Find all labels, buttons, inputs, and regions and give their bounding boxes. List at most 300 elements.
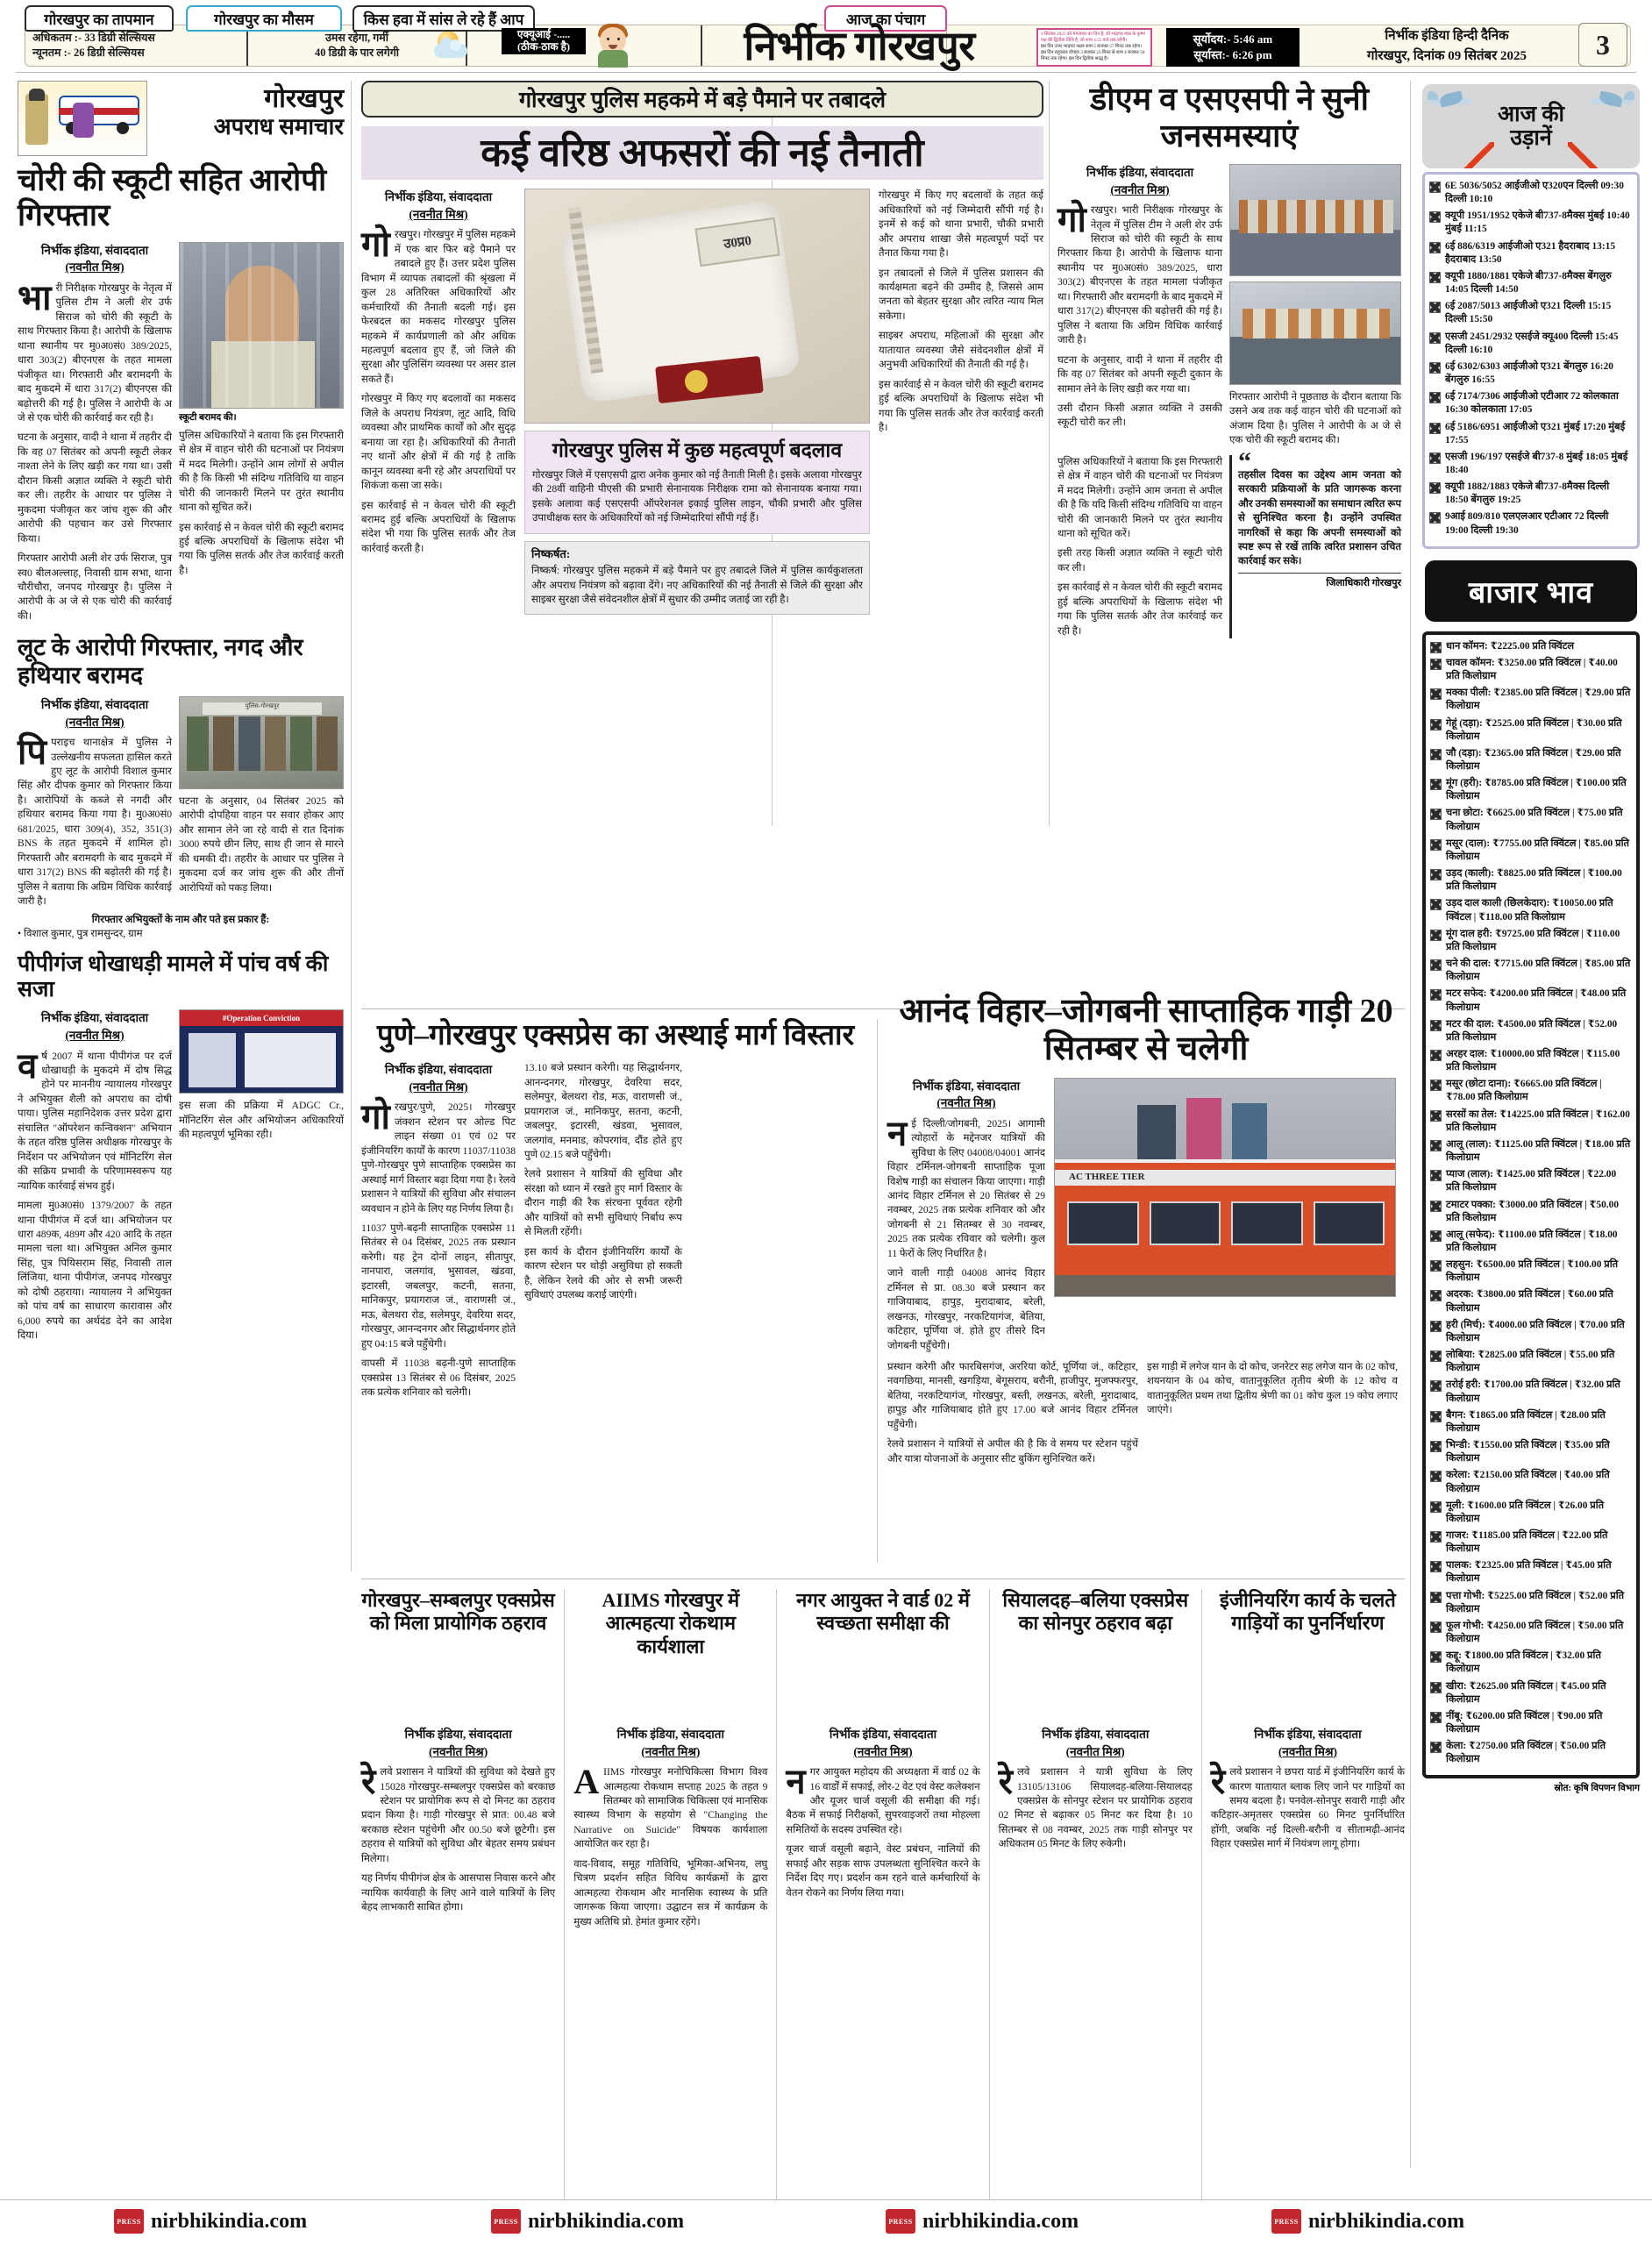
bazaar-title: बाजार भाव <box>1428 564 1634 618</box>
aqi-status: (ठीक-ठाक है) <box>517 40 570 53</box>
press-badge-icon-3: PRESS <box>1271 2209 1301 2234</box>
pune-c2-p1: 13.10 बजे प्रस्थान करेगी। यह सिद्धार्थनगर, आनन्दनगर, गोरखपुर, देवरिया सदर, सलेमपुर, बेलथरा रोड, मऊ, वाराणसी जं., प्रयागराज जं., मानिकपुर, सतना, कटनी, जबलपुर, इटारसी, खंडवा, भुसावल, जलगांव, मनमाड, कोपरगांव, दौंड होते हुए पुणे 02.15 बजे पहुँचेगी। <box>524 1062 682 1160</box>
right-p5: पुलिस अधिकारियों ने बताया कि इस गिरफ्तारी से क्षेत्र में वाहन चोरी की घटनाओं पर नियंत्रण में मदद मिलेगी। उन्होंने आम जनता से अपील की है कि यदि किसी संदिग्ध गतिविधि या वाहन चोरी की जानकारी मिलने पर तुरंत स्थानीय थाना को सूचित करें। <box>1057 455 1222 540</box>
bottom-0-headline: गोरखपुर–सम्बलपुर एक्सप्रेस को मिला प्रायोगिक ठहराव <box>361 1589 555 1635</box>
anand-c2-p2: इस गाड़ी में लगेज यान के दो कोच, जनरेटर सह लगेज यान के 02 कोच, शयनयान के 04 कोच, वातानुकूलित तृतीय श्रेणी के 12 कोच व वातानुकूलित प्रथम तथा द्वितीय श्रेणी का 01 कोच कुल 19 कोच लगाए जाएंगे। <box>1147 1361 1398 1416</box>
center-rp2: इन तबादलों से जिले में पुलिस प्रशासन की कार्यक्षमता बढ़ने की उम्मीद है, जिससे आम जनता को बेहतर सुरक्षा और त्वरित न्याय मिल सकेगा। <box>879 267 1043 322</box>
bazaar-item-text: फूल गोभी: ₹4250.00 प्रति क्विंटल | ₹50.00 प्रति किलोग्राम <box>1446 1620 1624 1645</box>
bottom-4-headline: इंजीनियरिंग कार्य के चलते गाड़ियों का पुनर्निर्धारण <box>1220 1589 1396 1635</box>
bazaar-item-text: मसूर (दाल): ₹7755.00 प्रति क्विंटल | ₹85.00 प्रति किलोग्राम <box>1446 837 1630 862</box>
bazaar-item-text: उड़द (काली): ₹8825.00 प्रति क्विंटल | ₹100.00 प्रति किलोग्राम <box>1446 868 1622 893</box>
pune-c1-p3: वापसी में 11038 बढ़नी-पुणे साप्ताहिक एक्सप्रेस 13 सितंबर से 06 दिसंबर, 2025 तक प्रत्येक शनिवार को चलेगी। <box>361 1358 516 1398</box>
right-rail <box>1422 84 1640 1794</box>
anand-byline2: (नवनीत मिश्र) <box>936 1096 996 1110</box>
anand-c1-p2: जाने वाली गाड़ी 04008 आनंद विहार टर्मिनल से प्रा. 08.30 बजे प्रस्थान कर गाजियाबाद, हापुड़, मुरादाबाद, बरेली, लखनऊ, गोरखपुर, नरकटियागंज, बेतिया, कटिहार, पूर्णिया जं. होते हुए तीसरे दिन जोगबनी पहुँचेगी। <box>887 1267 1045 1351</box>
center-p1: गोरखपुर। गोरखपुर में पुलिस महकमे में एक बार फिर बड़े पैमाने पर तबादले हुए हैं। उत्तर प्रदेश पुलिस विभाग में व्यापक तबादलों की श्रृंखला में कुल 28 अतिरिक्त अधिकारियों और कर्मचारियों की तैनाती बदली गई। इस फेरबदल का मकसद गोरखपुर पुलिस महकमे में कार्यप्रणाली को और अधिक महत्वपूर्ण बदलाव हुए हैं, जो जिले की सुरक्षा और पुलिसिंग व्यवस्था पर असर डाल सकते हैं। <box>361 224 516 385</box>
right-tail1: इसी तरह किसी अज्ञात व्यक्ति ने स्कूटी चोरी कर ली। <box>1057 547 1222 574</box>
flight-item-row <box>1429 510 1633 537</box>
right-column <box>1057 81 1401 638</box>
bazaar-item-text: धान कॉमन: ₹2225.00 प्रति क्विंटल <box>1446 640 1575 652</box>
left-story3-byline1: निर्भीक इंडिया, संवाददाता <box>40 1011 149 1025</box>
center-column <box>361 81 1043 615</box>
footer-site-1[interactable]: nirbhikindia.com <box>528 2209 685 2233</box>
list-bullet-icon <box>1430 1531 1442 1543</box>
panchang-text-2: इस दिन उत्तर भाद्रपद नक्षत्र शाम 5 बजकर 57 मिनट तक रहेगा। इस दिन राहुकाल दोपहर 3 बजकर 23 मिनट से शाम 4 बजकर 56 मिनट तक रहेगा। इस दिन द्वितीया श्राद्ध है। <box>1041 44 1145 62</box>
bottom-story-0 <box>361 1589 555 2203</box>
left-story3-p1: वर्ष 2007 में थाना पीपीगंज पर दर्ज धोखाधड़ी के मुकदमे में दोष सिद्ध होने पर माननीय न्यायालय गोरखपुर ने अभियुक्त शैली को अपराध का दोषी पाया। पुलिस महानिदेशक उत्तर प्रदेश द्वारा संचालित "ऑपरेशन कन्विक्शन" अभियान के तहत वरिष्ठ पुलिस अधीक्षक गोरखपुर के निर्देशन पर अभियोजन एवं मॉनिटरिंग सेल की सक्रिय प्रभावी के परिणामस्वरूप यह न्यायिक कार्रवाई संभव हुई। <box>18 1045 172 1192</box>
footer-site-0[interactable]: nirbhikindia.com <box>151 2209 308 2233</box>
bazaar-item-row <box>1430 717 1632 744</box>
bazaar-item-row <box>1430 1710 1632 1736</box>
list-bullet-icon <box>1430 809 1442 820</box>
left-column <box>18 81 344 1343</box>
bazaar-item-row <box>1430 1650 1632 1676</box>
bazaar-item-row <box>1430 1018 1632 1044</box>
bazaar-item-row <box>1430 807 1632 833</box>
left-story2-photo: पुलिस-गोरखपुर <box>179 696 344 789</box>
flight-item-text: 6ई 886/6319 आईजीओ ए321 हैदराबाद 13:15 हैदराबाद 13:50 <box>1445 240 1616 265</box>
temp-min: न्यूनतम :- 26 डिग्री सेल्सियस <box>32 46 145 59</box>
center-rp3: साइबर अपराध, महिलाओं की सुरक्षा और यातायात व्यवस्था जैसे संवेदनशील क्षेत्रों में अनुभवी अधिकारियों की तैनाती की गई है। <box>879 330 1043 371</box>
crime-section-line2: अपराध समाचार <box>213 113 344 139</box>
bazaar-item-row <box>1430 1529 1632 1556</box>
bazaar-item-text: आलू (सफेद): ₹1100.00 प्रति क्विंटल | ₹18.00 प्रति किलोग्राम <box>1446 1229 1618 1253</box>
list-bullet-icon <box>1429 242 1441 253</box>
flight-item-text: एसजी 2451/2932 एसईजे क्यू400 दिल्ली 15:45 दिल्ली 16:10 <box>1445 331 1619 355</box>
center-kicker: गोरखपुर पुलिस महकमे में बड़े पैमाने पर तबादले <box>361 81 1043 118</box>
pune-byline1: निर्भीक इंडिया, संवाददाता <box>384 1063 493 1077</box>
footer-item-0[interactable] <box>114 2209 307 2234</box>
bazaar-item-text: पालक: ₹2325.00 प्रति क्विंटल | ₹45.00 प्रति किलोग्राम <box>1446 1560 1612 1585</box>
flight-item-row <box>1429 390 1633 417</box>
center-box2-text: निष्कर्ष: गोरखपुर पुलिस महकमे में बड़े पैमाने पर हुए तबादले जिले में पुलिस कार्यकुशलता और अपराध नियंत्रण को बढ़ावा देंगे। नए अधिकारियों की नई तैनाती से जिले की सुरक्षा और साइबर सुरक्षा जैसे संवेदनशील क्षेत्रों में सुधार की उम्मीद जताई जा रही है। <box>531 565 863 606</box>
bazaar-item-row <box>1430 1138 1632 1165</box>
bazaar-item-row <box>1430 1229 1632 1255</box>
bottom-3-byline1: निर्भीक इंडिया, संवाददाता <box>1042 1728 1150 1741</box>
bottom-1-p1: AIIMS गोरखपुर मनोचिकित्सा विभाग विश्व आत्महत्या रोकथाम सप्ताह 2025 के तहत 9 सितम्बर को सामाजिक चिकित्सा एवं मानसिक स्वास्थ्य विभाग के सहयोग से "Changing the Narrative on Suicide" विषयक कार्यशाला आयोजित कर रहा है। <box>573 1762 768 1850</box>
bazaar-item-row <box>1430 1559 1632 1586</box>
list-bullet-icon <box>1429 512 1441 524</box>
bazaar-item-row <box>1430 1500 1632 1526</box>
right-quote: तहसील दिवस का उद्देश्य आम जनता को सरकारी प्रक्रियाओं के प्रति जागरूक करना और उनकी समस्याओं का समाधान त्वरित रूप से सुनिश्चित करना है। उन्होंने उपस्थित नागरिकों से कहा कि अपनी समस्याओं को स्पष्ट रूप से रखें ताकि त्वरित प्रशासन उचित कार्रवाई कर सके। <box>1238 468 1401 567</box>
flight-item-row <box>1429 421 1633 447</box>
bottom-story-4 <box>1211 1589 1405 2203</box>
left-story2-accused-head: गिरफ्तार अभियुक्तों के नाम और पते इस प्रकार हैं: <box>91 913 270 925</box>
left-story2-headline: लूट के आरोपी गिरफ्तार, नगद और हथियार बरामद <box>18 634 303 688</box>
bazaar-item-text: मटर सफेद: ₹4200.00 प्रति क्विंटल | ₹48.00 प्रति किलोग्राम <box>1446 988 1627 1013</box>
pune-byline2: (नवनीत मिश्र) <box>409 1080 468 1094</box>
bazaar-item-text: चने की दाल: ₹7715.00 प्रति क्विंटल | ₹85.00 प्रति किलोग्राम <box>1446 959 1631 983</box>
bazaar-item-row <box>1430 1199 1632 1225</box>
right-p1: गोरखपुर। भारी निरीक्षक गोरखपुर के नेतृत्व में पुलिस टीम ने अली शेर उर्फ सिराज को चोरी की स्कूटी के साथ गिरफ्तार किया है। आरोपी के खिलाफ थाना स्थानीय पर मु0अ0सं0 389/2025, धारा 303(2) बीएनएस के तहत मामला पंजीकृत था। गिरफ्तारी और बरामदगी के बाद मुकदमे में धारा 317(2) बीएनएस की बढ़ोत्तरी की गई है। पुलिस ने बताया कि अग्रिम विधिक कार्रवाई जारी है। <box>1057 200 1222 346</box>
bazaar-item-text: लोबिया: ₹2825.00 प्रति क्विंटल | ₹55.00 प्रति किलोग्राम <box>1446 1350 1615 1374</box>
bazaar-item-text: जौ (दड़ा): ₹2365.00 प्रति क्विंटल | ₹29.00 प्रति किलोग्राम <box>1446 747 1621 772</box>
left-story2-p2: घटना के अनुसार, 04 सितंबर 2025 को आरोपी दोपहिया वाहन पर सवार होकर आए और सामान लेने जा रहे वादी से रात दिनांक 3000 रुपये छीन लिए, साथ ही जान से मारने की धमकी दी। तहरीर के आधार पर पुलिस ने मुकदमा दर्ज कर जांच शुरू की और तीनों आरोपियों को पकड़ लिया। <box>179 795 344 894</box>
tab-panchang[interactable]: आज का पंचाग <box>824 5 947 32</box>
bazaar-item-text: अरहर दाल: ₹10000.00 प्रति क्विंटल | ₹115.00 प्रति किलोग्राम <box>1446 1048 1620 1073</box>
left-story1-p4: गिरफ्तार आरोपी अली शेर उर्फ सिराज, पुत्र स्व0 बीलअल्लाह, निवासी ग्राम सभा, थाना चौरीचौरा, जनपद गोरखपुर है। पुलिस ने आरोपी के अ जे से एक चोरी की कार्रवाई की। <box>18 552 172 622</box>
bottom-2-p2: यूजर चार्ज वसूली बढ़ाने, वेस्ट प्रबंधन, नालियों की सफाई और सड़क साफ उपलब्धता सुनिश्चित करने के निर्देश दिए गए। प्रदर्शन कम रहने वाले कर्मचारियों के वेतन रोकने का निर्णय लिया गया। <box>786 1843 980 1899</box>
bazaar-item-text: गेहूं (दड़ा): ₹2525.00 प्रति क्विंटल | ₹30.00 प्रति किलोग्राम <box>1446 717 1622 742</box>
right-p4: गिरफ्तार आरोपी ने पूछताछ के दौरान बताया कि उसने अब तक कई वाहन चोरी की घटनाओं को अंजाम दिया है। पुलिस ने आरोपी के अ जे से एक चोरी की स्कूटी बरामद की। <box>1229 390 1401 446</box>
bottom-0-p1: रेलवे प्रशासन ने यात्रियों की सुविधा को देखते हुए 15028 गोरखपुर-सम्बलपुर एक्सप्रेस को बरकाछ स्टेशन पर प्रायोगिक रूप से दो मिनट का ठहराव प्रदान किया है। गाड़ी गोरखपुर से प्रात: 00.48 बजे बरकाछ स्टेशन पहुंचेगी और 00.50 बजे छूटेगी। इस ठहराव से यात्रियों को सुविधा और बेहतर समय प्रबंधन मिलेगा। <box>361 1762 556 1864</box>
tab-weather[interactable]: गोरखपुर का मौसम <box>186 5 342 32</box>
footer-item-3[interactable] <box>1271 2209 1464 2234</box>
list-bullet-icon <box>1430 839 1442 851</box>
bazaar-item-text: मसूर (छोटा दाना): ₹6665.00 प्रति क्विंटल | ₹78.00 प्रति किलोग्राम <box>1446 1079 1602 1103</box>
bottom-stories-row <box>361 1589 1405 2203</box>
bazaar-item-text: नींबू: ₹6200.00 प्रति क्विंटल | ₹90.00 प्रति किलोग्राम <box>1446 1710 1603 1735</box>
list-bullet-icon <box>1430 1290 1442 1301</box>
list-bullet-icon <box>1430 1260 1442 1272</box>
bazaar-item-text: उड़द दाल काली (छिलकेदार): ₹10050.00 प्रति क्विंटल | ₹118.00 प्रति किलोग्राम <box>1446 898 1613 923</box>
bazaar-item-text: केला: ₹2750.00 प्रति क्विंटल | ₹50.00 प्रति किलोग्राम <box>1446 1741 1606 1765</box>
masthead-strip <box>0 0 1652 68</box>
list-bullet-icon <box>1430 642 1442 653</box>
bazaar-item-row <box>1430 1258 1632 1285</box>
bazaar-item-row <box>1430 1409 1632 1436</box>
bazaar-item-row <box>1430 987 1632 1014</box>
bazaar-item-text: लहसुन: ₹6500.00 प्रति क्विंटल | ₹100.00 प्रति किलोग्राम <box>1446 1259 1619 1284</box>
bazaar-item-row <box>1430 1078 1632 1104</box>
list-bullet-icon <box>1430 1712 1442 1723</box>
left-story1-p3: पुलिस अधिकारियों ने बताया कि इस गिरफ्तारी से क्षेत्र में वाहन चोरी की घटनाओं पर नियंत्रण में मदद मिलेगी। उन्होंने आम लोगों से अपील की है कि किसी भी संदिग्ध गतिविधि या वाहन चोरी की जानकारी मिलने पर तुरंत स्थानीय थाना को सूचित करें। <box>179 429 344 514</box>
list-bullet-icon <box>1430 1501 1442 1513</box>
list-bullet-icon <box>1430 1651 1442 1663</box>
list-bullet-icon <box>1429 392 1441 403</box>
bazaar-item-row <box>1430 747 1632 773</box>
flight-item-text: एसजी 196/197 एसईजे बी737-8 मुंबई 18:05 मुंबई 18:40 <box>1445 451 1628 475</box>
panchang-text-1: 9 सितंबर 2025 को मंगलवार का दिन है, जो भाद्रपद मास के कृष्ण पक्ष की द्वितीया तिथि है, जो शाम 4:25 बजे तक रहेगी। <box>1041 32 1145 44</box>
bottom-1-byline2: (नवनीत मिश्र) <box>641 1744 701 1758</box>
bazaar-item-text: मटर की दाल: ₹4500.00 प्रति क्विंटल | ₹52.00 प्रति किलोग्राम <box>1446 1018 1618 1043</box>
flight-item-row <box>1429 210 1633 236</box>
bazaar-item-row <box>1430 1740 1632 1766</box>
left-story1-byline2: (नवनीत मिश्र) <box>65 260 125 274</box>
list-bullet-icon <box>1429 453 1441 464</box>
left-story2-accused: • विशाल कुमार, पुत्र रामसुन्दर, ग्राम <box>18 927 143 939</box>
bottom-0-byline1: निर्भीक इंडिया, संवाददाता <box>404 1728 512 1741</box>
bazaar-item-row <box>1430 1349 1632 1375</box>
list-bullet-icon <box>1430 1380 1442 1392</box>
bazaar-header-wrap <box>1422 558 1640 624</box>
anand-c1-p1: नई दिल्ली/जोगबनी, 2025। आगामी त्योहारों के मद्देनजर यात्रियों की सुविधा के लिए 04008/04001 आनंद विहार टर्मिनल-जोगबनी साप्ताहिक पूजा विशेष गाड़ी का संचालन किया जाएगा। गाड़ी आनंद विहार टर्मिनल से 20 सितंबर से 29 नवम्बर, 2025 तक प्रत्येक शनिवार को और जोगबनी से 21 सितम्बर से 30 नवम्बर, 2025 तक प्रत्येक रविवार को चलेगी। कुल 11 फेरों के लिए निर्धारित है। <box>887 1113 1045 1259</box>
list-bullet-icon <box>1430 869 1442 880</box>
sunset-time: सूर्यास्त:- 6:26 pm <box>1193 48 1272 61</box>
bazaar-item-row <box>1430 1620 1632 1646</box>
bazaar-item-text: करेला: ₹2150.00 प्रति क्विंटल | ₹40.00 प्रति किलोग्राम <box>1446 1470 1610 1494</box>
flight-item-row <box>1429 331 1633 357</box>
list-bullet-icon <box>1430 749 1442 760</box>
flight-item-text: 6E 5036/5052 आईजीओ ए320एन दिल्ली 09:30 दिल्ली 10:10 <box>1445 181 1624 205</box>
flight-item-text: 6ई 5186/6951 आईजीओ ए321 मुंबई 17:20 मुंबई 17:55 <box>1445 421 1626 445</box>
list-bullet-icon <box>1430 1471 1442 1482</box>
center-box1-text: गोरखपुर जिले में एसएसपी द्वारा अनेक कुमार को नई तैनाती मिली है। इसके अलावा गोरखपुर की 28वीं वाहिनी पीएसी की प्रभारी सेनानायक निरीक्षक रामा को सेनानायक बनाया गया। इसके अलावा कई एसएसपी ऑपरेशनल इकाई पुलिस लाइन, चौकी प्रभारी और पुलिस उपाधीक्षक स्तर के अधिकारियों को नई जिम्मेदारियां सौंपी गई हैं। <box>532 468 862 524</box>
bazaar-item-row <box>1430 897 1632 923</box>
bazaar-item-text: चना छोटा: ₹6625.00 प्रति क्विंटल | ₹75.00 प्रति किलोग्राम <box>1446 808 1623 832</box>
right-byline2: (नवनीत मिश्र) <box>1110 182 1170 196</box>
flight-item-row <box>1429 300 1633 326</box>
press-badge-icon-0: PRESS <box>114 2209 144 2234</box>
bazaar-item-text: खीरा: ₹2625.00 प्रति क्विंटल | ₹45.00 प्रति किलोग्राम <box>1446 1680 1606 1705</box>
flights-title-2: उड़ानें <box>1510 126 1552 150</box>
center-box2 <box>524 541 870 615</box>
aqi-badge <box>502 28 586 54</box>
flight-item-row <box>1429 481 1633 507</box>
bazaar-list <box>1422 631 1640 1779</box>
bazaar-item-text: टमाटर पक्का: ₹3000.00 प्रति क्विंटल | ₹50.00 प्रति किलोग्राम <box>1446 1199 1620 1223</box>
bottom-4-p1: रेलवे प्रशासन ने छपरा यार्ड में इंजीनियरिंग कार्य के कारण यातायात ब्लाक लिए जाने पर गाड़ियों का समय बदला है। पनवेल-सोनपुर सवारी गाड़ी और कटिहार-अमृतसर एक्सप्रेस 60 मिनट पुनर्निर्धारित होंगी, जबकि नई दिल्ली-बरौनी व सीतामढ़ी-आनंद विहार एक्सप्रेस मार्ग में नियंत्रण लागू होगा। <box>1210 1762 1406 1850</box>
bottom-0-byline2: (नवनीत मिश्र) <box>429 1744 488 1758</box>
footer-site-2[interactable]: nirbhikindia.com <box>922 2209 1079 2233</box>
flight-item-text: 6ई 2087/5013 आईजीओ ए321 दिल्ली 15:15 दिल्ली 15:50 <box>1445 301 1612 325</box>
list-bullet-icon <box>1430 1592 1442 1603</box>
list-bullet-icon <box>1430 1140 1442 1151</box>
center-rp4: इस कार्रवाई से न केवल चोरी की स्कूटी बरामद हुई बल्कि अपराधियों के खिलाफ संदेश भी गया कि पुलिस सतर्क और तेज कार्रवाई करती है। <box>879 378 1043 434</box>
left-story1-byline1: निर्भीक इंडिया, संवाददाता <box>40 243 149 257</box>
sun-cloud-icon <box>434 29 469 64</box>
list-bullet-icon <box>1429 302 1441 313</box>
weather-line2: 40 डिग्री के पार लगेगी <box>314 46 400 59</box>
bottom-story-1 <box>573 1589 767 2203</box>
left-story1-photo <box>179 242 344 409</box>
flight-item-row <box>1429 180 1633 206</box>
list-bullet-icon <box>1429 482 1441 494</box>
bazaar-item-text: मूली: ₹1600.00 प्रति क्विंटल | ₹26.00 प्रति किलोग्राम <box>1446 1500 1605 1524</box>
left-story3-byline2: (नवनीत मिश्र) <box>65 1028 125 1042</box>
person-face-icon <box>593 24 635 68</box>
list-bullet-icon <box>1430 1351 1442 1362</box>
bazaar-item-row <box>1430 1108 1632 1135</box>
bazaar-item-row <box>1430 928 1632 954</box>
pune-c1-p2: 11037 पुणे-बढ़नी साप्ताहिक एक्सप्रेस 11 सितंबर से 04 दिसंबर, 2025 तक प्रस्थान करेगी। यह ट्रेन दोनों लाइन, सीतापुर, नानपारा, जलगांव, भुसावल, खंडवा, इटारसी, जबलपुर, कटनी, सतना, मानिकपुर, प्रयागराज जं., वाराणसी जं., मऊ, बेलथरा रोड, सलेमपुर, देवरिया सदर, गोरखपुर, आनन्दनगर और सिद्धार्थनगर होते हुए 04:15 बजे पहुँचेगी। <box>361 1222 516 1350</box>
right-headline: डीएम व एसएसपी ने सुनी जनसमस्याएं <box>1090 82 1369 154</box>
bazaar-item-row <box>1430 837 1632 864</box>
bazaar-item-row <box>1430 657 1632 683</box>
tab-temperature[interactable]: गोरखपुर का तापमान <box>25 5 174 32</box>
bazaar-item-text: अदरक: ₹3800.00 प्रति क्विंटल | ₹60.00 प्रति किलोग्राम <box>1446 1289 1613 1314</box>
list-bullet-icon <box>1430 1411 1442 1422</box>
list-bullet-icon <box>1430 899 1442 910</box>
bazaar-item-text: भिन्डी: ₹1550.00 प्रति क्विंटल | ₹35.00 प्रति किलोग्राम <box>1446 1440 1610 1465</box>
crime-illustration <box>18 81 147 156</box>
bazaar-item-row <box>1430 1379 1632 1405</box>
bazaar-item-row <box>1430 1048 1632 1074</box>
pune-c2-p3: इस कार्य के दौरान इंजीनियरिंग कार्यों के कारण स्टेशन पर थोड़ी असुविधा हो सकती है, लेकिन रेलवे की ओर से सभी जरूरी सुविधाएं उपलब्ध कराई जाएंगी। <box>524 1245 682 1301</box>
center-box1-title: गोरखपुर पुलिस में कुछ महत्वपूर्ण बदलाव <box>552 439 843 462</box>
list-bullet-icon <box>1430 1201 1442 1212</box>
quote-mark-icon: “ <box>1238 446 1251 476</box>
anand-photo-train: AC THREE TIER <box>1054 1078 1396 1297</box>
anand-headline: आनंद विहार–जोगबनी साप्ताहिक गाड़ी 20 सितम्बर से चलेगी <box>899 993 1393 1068</box>
list-bullet-icon <box>1430 1441 1442 1452</box>
list-bullet-icon <box>1429 362 1441 374</box>
bottom-2-byline1: निर्भीक इंडिया, संवाददाता <box>829 1728 937 1741</box>
bazaar-item-text: आलू (लाल): ₹1125.00 प्रति क्विंटल | ₹18.00 प्रति किलोग्राम <box>1446 1138 1631 1164</box>
footer-item-2[interactable] <box>886 2209 1079 2234</box>
bottom-1-p2: वाद-विवाद, समूह गतिविधि, भूमिका-अभिनय, लघु चित्रण प्रदर्शन सहित विविध कार्यक्रमों के द्वारा आत्महत्या रोकथाम और मानसिक स्वास्थ्य के प्रति जागरूक किया जाएगा। उद्घाटन सत्र में कार्यक्रम के मुख्य अतिथि प्रो. हेमांत कुमार रहेंगे। <box>573 1857 768 1928</box>
pune-c1-p1: गोरखपुर/पुणे, 2025। गोरखपुर जंक्शन स्टेशन पर ओल्ड पिट लाइन संख्या 01 एवं 02 पर इंजीनियरिंग कार्यों के कारण 11037/11038 पुणे-गोरखपुर पुणे साप्ताहिक एक्सप्रेस का अस्थाई मार्ग विस्तार बढ़ा दिया गया है। रेलवे प्रशासन ने यात्रियों की सुविधा और संचालन व्यवधान न होने के लिए यह निर्णय लिया है। <box>361 1097 516 1215</box>
brand-line <box>1315 26 1578 66</box>
footer-item-1[interactable] <box>491 2209 684 2234</box>
aqi-label: एक्यूआई -..... <box>516 28 571 41</box>
temp-max: अधिकतम :- 33 डिग्री सेल्सियस <box>32 32 155 45</box>
press-badge-icon-2: PRESS <box>886 2209 915 2234</box>
bottom-story-3 <box>999 1589 1193 2203</box>
flights-list <box>1422 172 1640 549</box>
weather-line1: उमस रहेगा, गर्मी <box>325 32 388 45</box>
flight-item-text: क्यूपी 1880/1881 एकेजे बी737-8मैक्स बेंगलुरु 14:05 दिल्ली 14:50 <box>1445 270 1612 296</box>
right-photo-2 <box>1229 282 1401 385</box>
flight-item-text: 6ई 6302/6303 आईजीओ ए321 बेंगलुरु 16:20 बेंगलुरु 16:55 <box>1445 360 1613 386</box>
center-box2-title: निष्कर्षत: <box>531 546 571 560</box>
bottom-4-byline2: (नवनीत मिश्र) <box>1278 1744 1338 1758</box>
right-tail2: इस कार्रवाई से न केवल चोरी की स्कूटी बरामद हुई बल्कि अपराधियों के खिलाफ संदेश भी गया कि पुलिस सतर्क और तेज कार्रवाई कर रही है। <box>1057 581 1222 637</box>
bottom-1-headline: AIIMS गोरखपुर में आत्महत्या रोकथाम कार्यशाला <box>602 1589 740 1657</box>
bazaar-item-row <box>1430 1319 1632 1345</box>
bottom-3-p1: रेलवे प्रशासन ने यात्री सुविधा के लिए 13105/13106 सियालदह-बलिया-सियालदह एक्सप्रेस के सोनपुर स्टेशन पर प्रायोगिक ठहराव 02 मिनट से बढ़ाकर 05 मिनट कर दिया है। 10 सितम्बर से 08 नवम्बर, 2025 तक गाड़ी सोनपुर पर अधिकतम 05 मिनट के लिए रुकेगी। <box>998 1762 1193 1850</box>
sunrise-time: सूर्योदय:- 5:46 am <box>1193 32 1273 46</box>
bazaar-item-row <box>1430 1168 1632 1194</box>
list-bullet-icon <box>1430 1561 1442 1572</box>
bazaar-item-text: सरसों का तेल: ₹14225.00 प्रति क्विंटल | ₹162.00 प्रति किलोग्राम <box>1446 1108 1630 1133</box>
bazaar-item-row <box>1430 687 1632 713</box>
list-bullet-icon <box>1429 272 1441 283</box>
bottom-3-headline: सियालदह–बलिया एक्सप्रेस का सोनपुर ठहराव बढ़ा <box>1002 1589 1189 1635</box>
list-bullet-icon <box>1429 211 1441 223</box>
list-bullet-icon <box>1430 688 1442 700</box>
bottom-2-p1: नगर आयुक्त महोदय की अध्यक्षता में वार्ड 02 के 16 वार्डों में सफाई, लोर-2 वेट एवं वेस्ट कलेक्शन और यूजर चार्ज वसूली की समीक्षा की गई। बैठक में सफाई निरीक्षकों, सुपरवाइजरों तथा मोहल्ला समितियों के सदस्य उपस्थित रहे। <box>786 1762 980 1835</box>
left-story3-banner <box>179 1009 344 1094</box>
anand-byline1: निर्भीक इंडिया, संवाददाता <box>912 1079 1021 1093</box>
right-p3: उसी दौरान किसी अज्ञात व्यक्ति ने उसकी स्कूटी चोरी कर ली। <box>1057 402 1222 429</box>
flight-item-row <box>1429 270 1633 296</box>
flight-item-text: क्यूपी 1951/1952 एकेजे बी737-8मैक्स मुंबई 10:40 मुंबई 11:15 <box>1445 210 1630 235</box>
flight-item-text: क्यूपी 1882/1883 एकेजे बी737-8मैक्स दिल्ली 18:50 बेंगलुरु 19:25 <box>1445 481 1610 506</box>
bazaar-item-row <box>1430 1590 1632 1616</box>
anand-story <box>887 993 1405 1466</box>
left-story1-photo-caption: स्कूटी बरामद की। <box>179 412 237 423</box>
anand-c2-p1: प्रस्थान करेगी और फारबिसगंज, अररिया कोर्ट, पूर्णिया जं., कटिहार, नवगछिया, मानसी, खगड़िया, बेगूसराय, बरौनी, हाजीपुर, मुजफ्फरपुर, बेतिया, नरकटियागंज, गोरखपुर, बस्ती, लखनऊ, बरेली, मुरादाबाद, हापुड़ और गाजियाबाद होते हुए 17.00 बजे आनंद विहार टर्मिनल पहुँचेगी। <box>887 1361 1138 1430</box>
bottom-0-p2: यह निर्णय पीपीगंज क्षेत्र के आसपास निवास करने और न्यायिक कार्यवाही के लिए आने वाले यात्रियों के लिए बेहद लाभकारी साबित होगा। <box>361 1872 556 1914</box>
list-bullet-icon <box>1430 1321 1442 1332</box>
bazaar-item-row <box>1430 1680 1632 1707</box>
list-bullet-icon <box>1430 659 1442 670</box>
brand-name: निर्भीक इंडिया हिन्दी दैनिक <box>1385 29 1509 43</box>
bazaar-item-text: कद्दू: ₹1800.00 प्रति क्विंटल | ₹32.00 प्रति किलोग्राम <box>1446 1650 1601 1675</box>
center-p2: गोरखपुर में किए गए बदलावों का मकसद जिले के अपराध नियंत्रण, लूट आदि, विधि व्यवस्था और प्राथमिक कार्यों को और सुदृढ़ बनाया जा रहा है। अधिकारियों की तैनाती नए थानों और क्षेत्रों में की गई है ताकि कानून व्यवस्था बनी रहे और अपराधियों पर शिकंजा कसा जा सके। <box>361 393 516 492</box>
list-bullet-icon <box>1430 1020 1442 1031</box>
page-title: निर्भीक गोरखपुर <box>744 24 975 68</box>
list-bullet-icon <box>1430 1621 1442 1633</box>
flights-title-1: आज की <box>1497 102 1565 126</box>
pune-story <box>361 1019 870 1400</box>
flight-item-text: 6ई 7174/7306 आईजीओ एटीआर 72 कोलकाता 16:30 कोलकाता 17:05 <box>1445 391 1619 416</box>
left-story3-p2: मामला मु0अ0सं0 1379/2007 के तहत थाना पीपीगंज में दर्ज था। अभियोजन पर धारा 489क, 489ग और 420 आदि के तहत मामला चला था। अभियुक्त अनिल कुमार सिंह, पुत्र पियिसराम सिंह, निवासी ताल लिंजिया, थाना पीपीगंज, जनपद गोरखपुर को दोषी ठहराया। न्यायालय ने अभियुक्त को पांच वर्ष का साधारण कारावास और 6,000 रुपये का अर्थदंड देने का आदेश दिया। <box>18 1200 172 1342</box>
flight-item-text: 9आई 809/810 एलएलआर एटीआर 72 दिल्ली 19:00 दिल्ली 19:30 <box>1445 511 1609 536</box>
list-bullet-icon <box>1429 182 1441 193</box>
flight-item-row <box>1429 360 1633 387</box>
list-bullet-icon <box>1430 1230 1442 1242</box>
center-photo-police-uniform: उ0प्र0 <box>524 189 870 424</box>
list-bullet-icon <box>1430 1050 1442 1061</box>
list-bullet-icon <box>1429 332 1441 344</box>
footer-site-3[interactable]: nirbhikindia.com <box>1308 2209 1465 2233</box>
bottom-3-byline2: (नवनीत मिश्र) <box>1065 1744 1125 1758</box>
left-story1-p1: भारी निरीक्षक गोरखपुर के नेतृत्व में पुलिस टीम ने अली शेर उर्फ सिराज को चोरी की स्कूटी के साथ गिरफ्तार किया है। आरोपी के खिलाफ थाना स्थानीय पर मु0अ0सं0 389/2025, धारा 303(2) बीएनएस के तहत मामला पंजीकृत था। गिरफ्तारी और बरामदगी के बाद मुकदमे में धारा 317(2) बीएनएस की बढ़ोत्तरी की गई है। पुलिस ने आरोपी के अ जे से एक चोरी की कार्रवाई कर रही है। <box>18 277 172 424</box>
bazaar-item-row <box>1430 958 1632 984</box>
bazaar-item-row <box>1430 867 1632 894</box>
list-bullet-icon <box>1430 989 1442 1001</box>
flights-header <box>1422 84 1640 168</box>
center-headline: कई वरिष्ठ अफसरों की नई तैनाती <box>361 126 1043 180</box>
left-story1-p5: इस कार्रवाई से न केवल चोरी की स्कूटी बरामद हुई बल्कि अपराधियों के खिलाफ संदेश भी गया कि पुलिस सतर्क और तेज कार्रवाई करती है। <box>179 521 344 576</box>
bottom-4-byline1: निर्भीक इंडिया, संवाददाता <box>1254 1728 1362 1741</box>
list-bullet-icon <box>1430 1170 1442 1181</box>
press-badge-icon-1: PRESS <box>491 2209 521 2234</box>
list-bullet-icon <box>1430 930 1442 941</box>
center-box1 <box>524 431 870 533</box>
bazaar-item-row <box>1430 1439 1632 1465</box>
bazaar-item-text: गाजर: ₹1185.00 प्रति क्विंटल | ₹22.00 प्रति किलोग्राम <box>1446 1529 1608 1555</box>
bottom-story-2 <box>786 1589 979 2203</box>
center-byline2: (नवनीत मिश्र) <box>409 207 468 221</box>
right-p2: घटना के अनुसार, वादी ने थाना में तहरीर दी कि वह 07 सितंबर को अपनी स्कूटी दुकान के सामान लेने के लिए खड़ी कर गया था। <box>1057 353 1222 395</box>
bazaar-item-text: प्याज (लाल): ₹1425.00 प्रति क्विंटल | ₹22.00 प्रति किलोग्राम <box>1446 1169 1617 1194</box>
left-story1-p2: घटना के अनुसार, वादी ने थाना में तहरीर दी कि वह 07 सितंबर को अपनी स्कूटी लेकर नाश्ता लेने के लिए खड़ी कर गया था। उसी दौरान किसी अज्ञात व्यक्ति ने स्कूटी चोरी कर ली। तहरीर के आधार पर पुलिस ने मुकदमा पंजीकृत कर जांच शुरू की और आरोपी की पहचान कर उसे गिरफ्तार किया। <box>18 431 172 545</box>
bazaar-item-text: तरोई हरी: ₹1700.00 प्रति क्विंटल | ₹32.00 प्रति किलोग्राम <box>1446 1379 1620 1404</box>
list-bullet-icon <box>1430 1080 1442 1091</box>
bazaar-item-row <box>1430 1469 1632 1495</box>
bazaar-item-text: मूंग दाल हरी: ₹9725.00 प्रति क्विंटल | ₹110.00 प्रति किलोग्राम <box>1446 928 1620 952</box>
bazaar-item-row <box>1430 777 1632 803</box>
flight-item-row <box>1429 451 1633 477</box>
center-p3: इस कार्रवाई से न केवल चोरी की स्कूटी बरामद हुई बल्कि अपराधियों के खिलाफ संदेश भी गया कि पुलिस सतर्क और तेज कार्रवाई करती है। <box>361 499 516 554</box>
bazaar-item-text: पत्ता गोभी: ₹5225.00 प्रति क्विंटल | ₹52.00 प्रति किलोग्राम <box>1446 1590 1625 1614</box>
pune-c2-p2: रेलवे प्रशासन ने यात्रियों की सुविधा और संरक्षा को ध्यान में रखते हुए मार्ग विस्तार के दौरान गाड़ी की रैक संरचना पूर्ववत रहेगी और यात्रियों को सभी सुविधाएं निर्बाध रूप से मिलती रहेंगी। <box>524 1168 682 1238</box>
list-bullet-icon <box>1430 1682 1442 1693</box>
bottom-1-byline1: निर्भीक इंडिया, संवाददाता <box>616 1728 724 1741</box>
bottom-2-headline: नगर आयुक्त ने वार्ड 02 में स्वच्छता समीक्षा की <box>796 1589 970 1635</box>
bottom-2-byline2: (नवनीत मिश्र) <box>853 1744 913 1758</box>
crime-section-line1: गोरखपुर <box>264 84 344 113</box>
right-quote-author: जिलाधिकारी गोरखपुर <box>1238 573 1401 589</box>
bazaar-item-row <box>1430 640 1632 653</box>
pune-headline: पुणे–गोरखपुर एक्सप्रेस का अस्थाई मार्ग विस्तार <box>376 1020 855 1051</box>
center-byline1: निर्भीक इंडिया, संवाददाता <box>384 190 493 204</box>
anand-c2-p3: रेलवे प्रशासन ने यात्रियों से अपील की है कि वे समय पर स्टेशन पहुंचें और यात्रा योजनाओं के अनुसार सीट बुकिंग सुनिश्चित करें। <box>887 1438 1138 1465</box>
bazaar-source-note: स्रोत: कृषि विपणन विभाग <box>1554 1784 1640 1794</box>
edition-date: गोरखपुर, दिनांक 09 सितंबर 2025 <box>1367 48 1527 63</box>
bazaar-item-text: चावल कॉमन: ₹3250.00 प्रति क्विंटल | ₹40.00 प्रति किलोग्राम <box>1446 657 1618 682</box>
right-byline1: निर्भीक इंडिया, संवाददाता <box>1086 165 1194 179</box>
bazaar-item-text: हरी (मिर्च): ₹4000.00 प्रति क्विंटल | ₹70.00 प्रति किलोग्राम <box>1446 1319 1625 1343</box>
bazaar-item-text: बैगन: ₹1865.00 प्रति क्विंटल | ₹28.00 प्रति किलोग्राम <box>1446 1409 1606 1434</box>
tab-air-quality[interactable]: किस हवा में सांस ले रहे हैं आप <box>352 5 535 32</box>
center-rp1: गोरखपुर में किए गए बदलावों के तहत कई अधिकारियों को नई जिम्मेदारी सौंपी गई है। इनमें से कई को थाना प्रभारी, चौकी प्रभारी और अपराध शाखा जैसे महत्वपूर्ण पदों पर तैनात किया गया है। <box>879 189 1043 260</box>
list-bullet-icon <box>1429 423 1441 434</box>
bazaar-item-row <box>1430 1288 1632 1315</box>
bazaar-item-text: मूंग (हरी): ₹8785.00 प्रति क्विंटल | ₹100.00 प्रति किलोग्राम <box>1446 778 1627 802</box>
operation-conviction-text: #Operation Conviction <box>180 1010 343 1026</box>
left-story1-headline: चोरी की स्कूटी सहित आरोपी गिरफ्तार <box>18 163 327 232</box>
list-bullet-icon <box>1430 959 1442 971</box>
bazaar-item-text: मक्का पीली: ₹2385.00 प्रति क्विंटल | ₹29.00 प्रति किलोग्राम <box>1446 688 1631 712</box>
flight-item-row <box>1429 240 1633 267</box>
page-number: 3 <box>1578 23 1627 67</box>
list-bullet-icon <box>1430 719 1442 731</box>
list-bullet-icon <box>1430 779 1442 790</box>
